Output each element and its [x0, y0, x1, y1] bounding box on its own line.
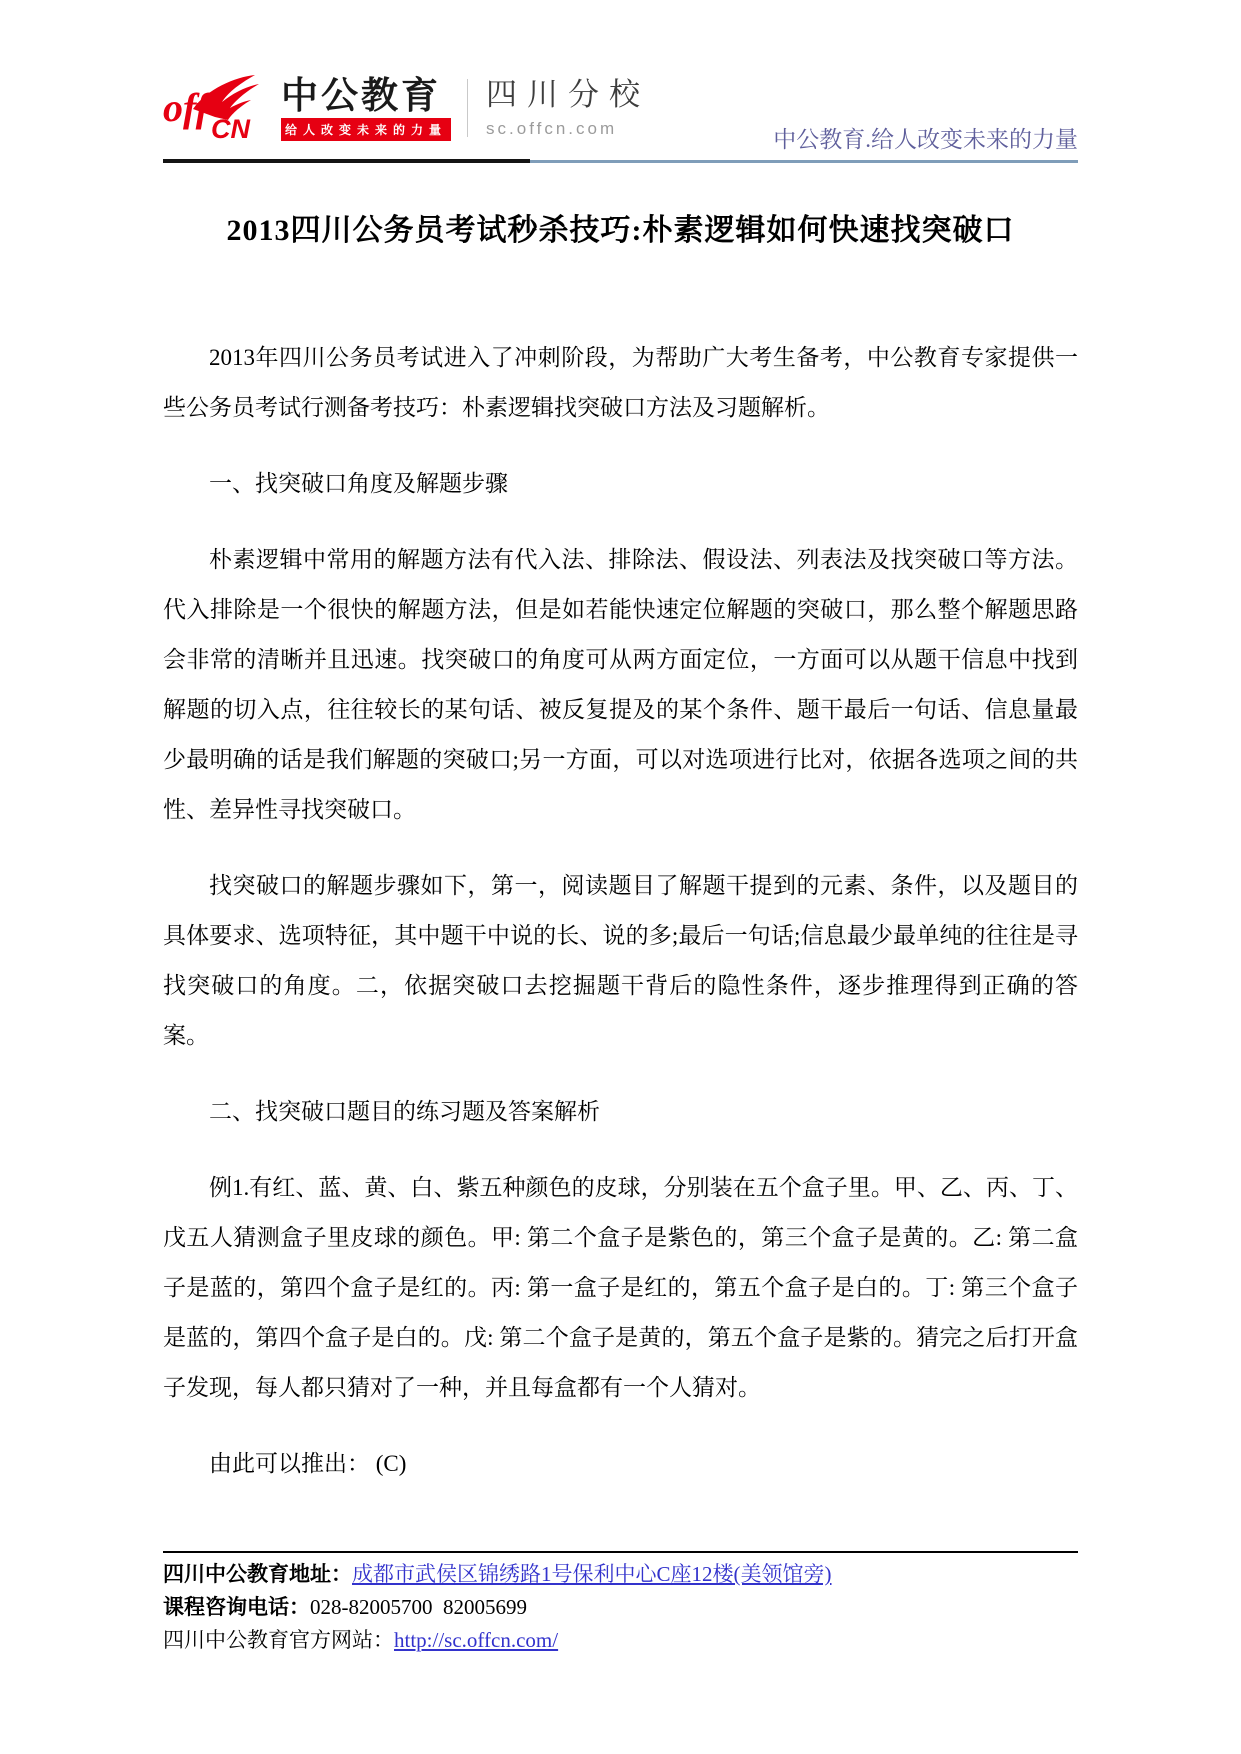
header-tagline: 中公教育.给人改变未来的力量: [773, 127, 1078, 152]
phone-numbers: 028-82005700 82005699: [310, 1595, 527, 1619]
logo-cn-text: CN: [211, 114, 250, 141]
document-body: [163, 159, 1078, 1489]
branch-name: 四川分校: [486, 76, 651, 112]
body-paragraph: 找突破口的解题步骤如下，第一，阅读题目了解题干提到的元素、条件，以及题目的具体要求、选项特征，其中题干中说的长、说的多;最后一句话;信息最少最单纯的往往是寻找突破口的角度。二，依据突破口去挖掘题干背后的隐性条件，逐步推理得到正确的答案。: [163, 873, 1078, 1048]
brand-column: [281, 76, 451, 141]
branch-url: sc.offcn.com: [486, 118, 618, 138]
website-label: 四川中公教育官方网站：: [163, 1628, 394, 1652]
logo-off-text: off: [163, 85, 209, 130]
branch-column: [486, 78, 650, 139]
section-heading-1: 一、找突破口角度及解题步骤: [209, 471, 508, 496]
offcn-flame-icon: [163, 75, 275, 141]
footer-website-line: [163, 1624, 1078, 1657]
body-paragraph: 朴素逻辑中常用的解题方法有代入法、排除法、假设法、列表法及找突破口等方法。代入排除是一个很快的解题方法，但是如若能快速定位解题的突破口，那么整个解题思路会非常的清晰并且迅速。找突破口的角度可从两方面定位，一方面可以从题干信息中找到解题的切入点，往往较长的某句话、被反复提及的某个条件、题干最后一句话、信息量最少最明确的话是我们解题的突破口;另一方面，可以对选项进行比对，依据各选项之间的共性、差异性寻找突破口。: [163, 547, 1078, 822]
section-heading-2: 二、找突破口题目的练习题及答案解析: [209, 1099, 600, 1124]
offcn-logo-mark: [163, 75, 275, 141]
website-link[interactable]: http://sc.offcn.com/: [394, 1628, 559, 1652]
logo-divider: [467, 79, 468, 137]
body-paragraph: 2013年四川公务员考试进入了冲刺阶段，为帮助广大考生备考，中公教育专家提供一些公务员考试行测备考技巧：朴素逻辑找突破口方法及习题解析。: [163, 345, 1078, 420]
address-link[interactable]: 成都市武侯区锦绣路1号保利中心C座12楼(美领馆旁): [352, 1562, 832, 1586]
page-title: 2013四川公务员考试秒杀技巧:朴素逻辑如何快速找突破口: [226, 214, 1015, 247]
brand-slogan-bar: 给人改变未来的力量: [281, 118, 451, 141]
address-label: 四川中公教育地址：: [163, 1562, 352, 1586]
answer-line: 由此可以推出： (C): [209, 1451, 407, 1476]
page-header: [163, 75, 1078, 159]
header-rule: [163, 160, 1078, 163]
page-footer: [163, 1551, 1078, 1657]
header-rule-black-segment: [163, 159, 530, 163]
footer-address-line: [163, 1558, 1078, 1591]
body-paragraph: 例1.有红、蓝、黄、白、紫五种颜色的皮球，分别装在五个盒子里。甲、乙、丙、丁、戊五人猜测盒子里皮球的颜色。甲: 第二个盒子是紫色的，第三个盒子是黄的。乙: 第二盒子是蓝的，第四个盒子是红的。丙: 第一盒子是红的，第五个盒子是白的。丁: 第三个盒子是蓝的，第四个盒子是白的。戊: 第二个盒子是黄的，第五个盒子是紫的。猜完之后打开盒子发现，每人都只猜对了一种，并且每盒都有一个人猜对。: [163, 1175, 1078, 1400]
footer-phone-line: [163, 1591, 1078, 1624]
footer-rule: [163, 1551, 1078, 1553]
brand-name: 中公教育: [281, 74, 441, 116]
phone-label: 课程咨询电话：: [163, 1595, 310, 1619]
